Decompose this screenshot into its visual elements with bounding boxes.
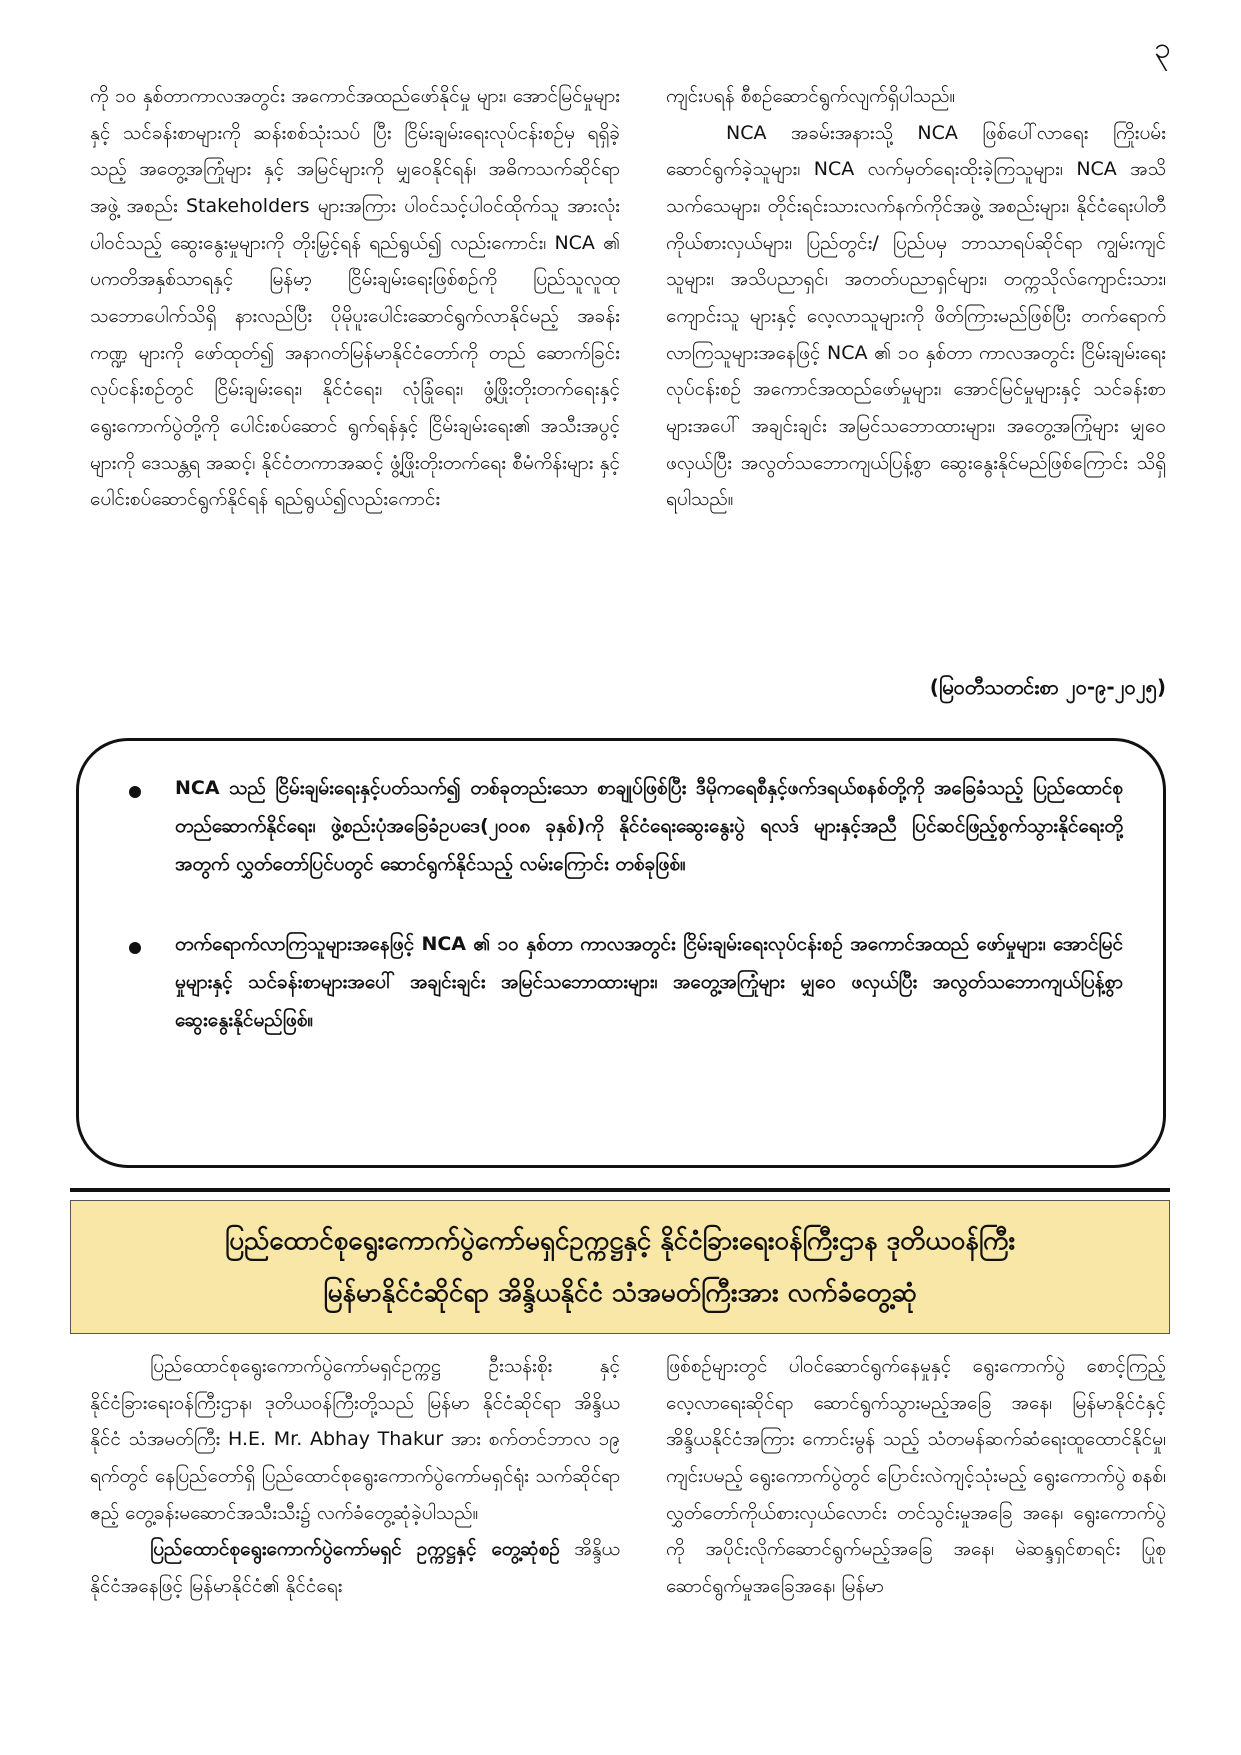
key-point: [129, 769, 1123, 883]
key-point-text: တက်ရောက်လာကြသူများအနေဖြင့် NCA ၏ ၁၀ နှစ်တာ ကာလအတွင်း ငြိမ်းချမ်းရေးလုပ်ငန်းစဉ် အကောင်အထည် ဖော်မှုများ၊ အောင်မြင်မှုများနှင့် သင်ခန်းစာများအပေါ် အချင်းချင်း အမြင်သဘောထားများ၊ အတွေ့အကြုံများ မျှဝေ ဖလှယ်ပြီး အလွတ်သဘောကျယ်ပြန့်စွာ ဆွေးနွေးနိုင်မည်ဖြစ်။: [175, 933, 1123, 1031]
key-points-box: [76, 738, 1166, 1168]
section-divider: [70, 1188, 1170, 1192]
paragraph-text: အိန္ဒိယနိုင်ငံအနေဖြင့် မြန်မာနိုင်ငံ၏ နိုင်ငံရေး: [90, 1538, 620, 1597]
body-paragraph: ဖြစ်စဉ်များတွင် ပါဝင်ဆောင်ရွက်နေမှုနှင့် ရွေးကောက်ပွဲ စောင့်ကြည့်လေ့လာရေးဆိုင်ရာ ဆောင်ရွက်သွားမည့်အခြေ အနေ၊ မြန်မာနိုင်ငံနှင့် အိန္ဒိယနိုင်ငံအကြား ကောင်းမွန် သည့် သံတမန်ဆက်ဆံရေးထူထောင်နိုင်မှု၊ ကျင်းပမည့် ရွေးကောက်ပွဲတွင် ပြောင်းလဲကျင့်သုံးမည့် ရွေးကောက်ပွဲ စနစ်၊ လွှတ်တော်ကိုယ်စားလှယ်လောင်း တင်သွင်းမှုအခြေ အနေ၊ ရွေးကောက်ပွဲကို အပိုင်းလိုက်ဆောင်ရွက်မည့်အခြေ အနေ၊ မဲဆန္ဒရှင်စာရင်း ပြုစုဆောင်ရွက်မှုအခြေအနေ၊ မြန်မာ: [666, 1355, 1166, 1597]
bullet-icon: [129, 786, 141, 798]
article-headline: [70, 1200, 1170, 1334]
page-number: ၃: [1154, 31, 1171, 66]
key-point: [129, 925, 1123, 1039]
article-right-column: [666, 1348, 1166, 1605]
body-paragraph: ကျင်းပရန် စီစဉ်ဆောင်ရွက်လျက်ရှိပါသည်။: [666, 85, 956, 107]
bold-lead-in: ပြည်ထောင်စုရွေးကောက်ပွဲကော်မရှင် ဥက္ကဋ္ဌနှင့် တွေ့ဆုံစဉ်: [150, 1538, 560, 1561]
body-paragraph: NCA အခမ်းအနားသို့ NCA ဖြစ်ပေါ်လာရေး ကြိုးပမ်း ဆောင်ရွက်ခဲ့သူများ၊ NCA လက်မှတ်ရေးထိုးခဲ့ကြသူများ၊ NCA အသိသက်သေများ၊ တိုင်းရင်းသားလက်နက်ကိုင်အဖွဲ့ အစည်းများ၊ နိုင်ငံရေးပါတီ ကိုယ်စားလှယ်များ၊ ပြည်တွင်း/ ပြည်ပမှ ဘာသာရပ်ဆိုင်ရာ ကျွမ်းကျင်သူများ၊ အသိပညာရှင်၊ အတတ်ပညာရှင်များ၊ တက္ကသိုလ်ကျောင်းသား၊ ကျောင်းသူ များနှင့် လေ့လာသူများကို ဖိတ်ကြားမည်ဖြစ်ပြီး တက်ရောက် လာကြသူများအနေဖြင့် NCA ၏ ၁၀ နှစ်တာ ကာလအတွင်း ငြိမ်းချမ်းရေးလုပ်ငန်းစဉ် အကောင်အထည်ဖော်မှုများ၊ အောင်မြင်မှုများနှင့် သင်ခန်းစာများအပေါ် အချင်းချင်း အမြင်သဘောထားများ၊ အတွေ့အကြုံများ မျှဝေဖလှယ်ပြီး အလွတ်သဘောကျယ်ပြန့်စွာ ဆွေးနွေးနိုင်မည်ဖြစ်ကြောင်း သိရှိရပါသည်။: [666, 121, 1166, 511]
source-date-line: (မြဝတီသတင်းစာ ၂၀-၉-၂၀၂၅): [929, 675, 1166, 699]
bullet-icon: [129, 942, 141, 954]
article-continuation-right-column: [666, 78, 1166, 518]
article-continuation-left-column: [90, 78, 620, 518]
headline-line-2: မြန်မာနိုင်ငံဆိုင်ရာ အိန္ဒိယနိုင်ငံ သံအမတ်ကြီးအား လက်ခံတွေ့ဆုံ: [323, 1278, 917, 1308]
headline-line-1: ပြည်ထောင်စုရွေးကောက်ပွဲကော်မရှင်ဥက္ကဋ္ဌနှင့် နိုင်ငံခြားရေးဝန်ကြီးဌာန ဒုတိယဝန်ကြီး: [224, 1226, 1016, 1256]
body-paragraph: ပြည်ထောင်စုရွေးကောက်ပွဲကော်မရှင်ဥက္ကဋ္ဌ ဦးသန်းစိုး နှင့် နိုင်ငံခြားရေးဝန်ကြီးဌာန၊ ဒုတိယဝန်ကြီးတို့သည် မြန်မာ နိုင်ငံဆိုင်ရာ အိန္ဒိယနိုင်ငံ သံအမတ်ကြီး H.E. Mr. Abhay Thakur အား စက်တင်ဘာလ ၁၉ ရက်တွင် နေပြည်တော်ရှိ ပြည်ထောင်စုရွေးကောက်ပွဲကော်မရှင်ရုံး သက်ဆိုင်ရာ ဧည့် တွေ့ခန်းမဆောင်အသီးသီး၌ လက်ခံတွေ့ဆုံခဲ့ပါသည်။: [90, 1355, 620, 1524]
body-paragraph: ကို ၁၀ နှစ်တာကာလအတွင်း အကောင်အထည်ဖော်နိုင်မှု များ၊ အောင်မြင်မှုများနှင့် သင်ခန်းစာများကို ဆန်းစစ်သုံးသပ် ပြီး ငြိမ်းချမ်းရေးလုပ်ငန်းစဉ်မှ ရရှိခဲ့သည့် အတွေ့အကြုံများ နှင့် အမြင်များကို မျှဝေနိုင်ရန်၊ အဓိကသက်ဆိုင်ရာ အဖွဲ့ အစည်း Stakeholders များအကြား ပါဝင်သင့်ပါဝင်ထိုက်သူ အားလုံးပါဝင်သည့် ဆွေးနွေးမှုများကို တိုးမြှင့်ရန် ရည်ရွယ်၍ လည်းကောင်း၊ NCA ၏ ပကတိအနှစ်သာရနှင့် မြန်မာ့ ငြိမ်းချမ်းရေးဖြစ်စဉ်ကို ပြည်သူလူထု သဘောပေါက်သိရှိ နားလည်ပြီး ပိုမိုပူးပေါင်းဆောင်ရွက်လာနိုင်မည့် အခန်းကဏ္ဍ များကို ဖော်ထုတ်၍ အနာဂတ်မြန်မာနိုင်ငံတော်ကို တည် ဆောက်ခြင်းလုပ်ငန်းစဉ်တွင် ငြိမ်းချမ်းရေး၊ နိုင်ငံရေး၊ လုံခြုံရေး၊ ဖွံ့ဖြိုးတိုးတက်ရေးနှင့် ရွေးကောက်ပွဲတို့ကို ပေါင်းစပ်ဆောင် ရွက်ရန်နှင့် ငြိမ်းချမ်းရေး၏ အသီးအပွင့်များကို ဒေသန္တရ အဆင့်၊ နိုင်ငံတကာအဆင့် ဖွံ့ဖြိုးတိုးတက်ရေး စီမံကိန်းများ နှင့် ပေါင်းစပ်ဆောင်ရွက်နိုင်ရန် ရည်ရွယ်၍လည်းကောင်း: [90, 85, 620, 511]
key-point-text: NCA သည် ငြိမ်းချမ်းရေးနှင့်ပတ်သက်၍ တစ်ခုတည်းသော စာချုပ်ဖြစ်ပြီး ဒီမိုကရေစီနှင့်ဖက်ဒရယ်စနစ်တို့ကို အခြေခံသည့် ပြည်ထောင်စုတည်ဆောက်နိုင်ရေး၊ ဖွဲ့စည်းပုံအခြေခံဥပဒေ(၂၀၀၈ ခုနှစ်)ကို နိုင်ငံရေးဆွေးနွေးပွဲ ရလဒ် များနှင့်အညီ ပြင်ဆင်ဖြည့်စွက်သွားနိုင်ရေးတို့အတွက် လွှတ်တော်ပြင်ပတွင် ဆောင်ရွက်နိုင်သည့် လမ်းကြောင်း တစ်ခုဖြစ်။: [175, 777, 1123, 875]
article-left-column: [90, 1348, 620, 1605]
body-paragraph: [90, 1531, 620, 1604]
